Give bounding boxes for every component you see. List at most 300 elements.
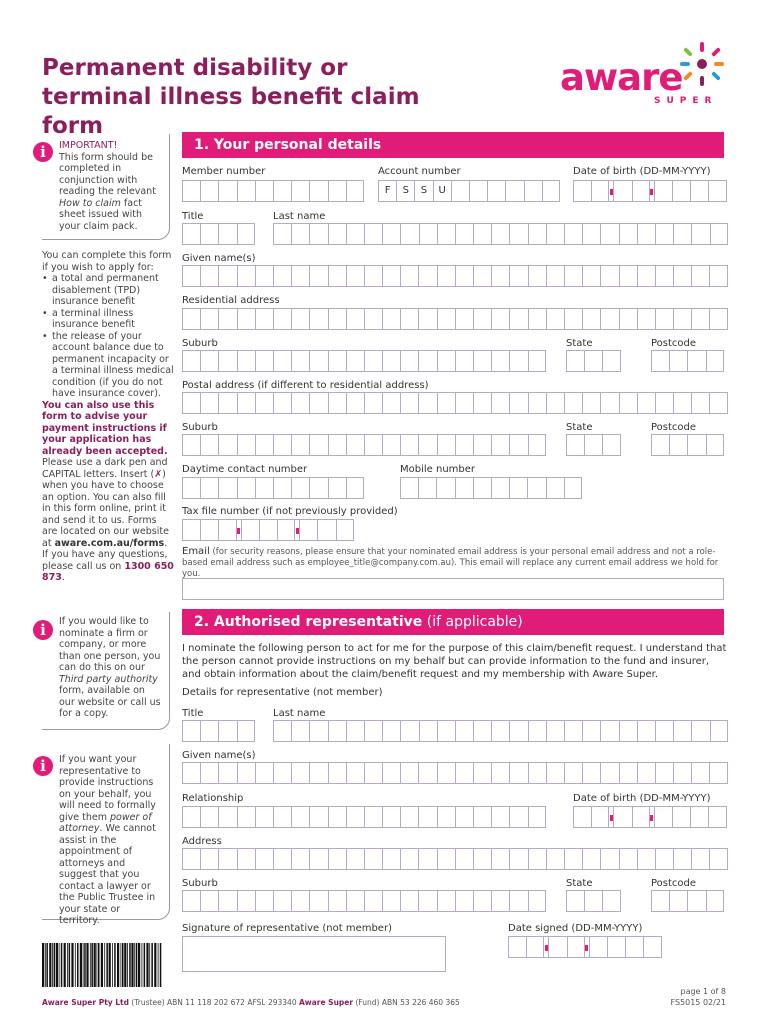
input-cell[interactable] bbox=[200, 890, 218, 912]
input-cell[interactable] bbox=[687, 890, 705, 912]
dob-input[interactable] bbox=[573, 180, 727, 202]
input-cell[interactable] bbox=[328, 350, 346, 372]
input-cell[interactable] bbox=[473, 806, 491, 828]
input-cell[interactable] bbox=[273, 265, 291, 287]
input-cell[interactable] bbox=[382, 350, 400, 372]
input-cell[interactable] bbox=[437, 848, 455, 870]
input-cell[interactable] bbox=[273, 392, 291, 414]
input-cell[interactable] bbox=[237, 180, 255, 202]
input-cell[interactable] bbox=[346, 762, 364, 784]
input-cell[interactable] bbox=[491, 890, 509, 912]
input-cell[interactable] bbox=[509, 762, 527, 784]
input-cell[interactable] bbox=[364, 350, 382, 372]
input-cell[interactable] bbox=[613, 180, 631, 202]
suburb-input[interactable] bbox=[182, 350, 546, 372]
input-cell[interactable] bbox=[455, 806, 473, 828]
input-cell[interactable] bbox=[291, 762, 309, 784]
input-cell[interactable] bbox=[687, 350, 705, 372]
input-cell[interactable] bbox=[637, 848, 655, 870]
input-cell[interactable] bbox=[364, 434, 382, 456]
input-cell[interactable] bbox=[346, 180, 364, 202]
input-cell[interactable] bbox=[491, 806, 509, 828]
input-cell[interactable] bbox=[546, 762, 564, 784]
input-cell[interactable] bbox=[237, 720, 255, 742]
input-cell[interactable] bbox=[346, 308, 364, 330]
input-cell[interactable] bbox=[255, 308, 273, 330]
input-cell[interactable] bbox=[455, 762, 473, 784]
postal-suburb-input[interactable] bbox=[182, 434, 546, 456]
input-cell[interactable] bbox=[619, 392, 637, 414]
input-cell[interactable] bbox=[255, 434, 273, 456]
input-cell[interactable] bbox=[669, 890, 687, 912]
input-cell[interactable] bbox=[182, 434, 200, 456]
input-cell[interactable] bbox=[632, 180, 650, 202]
input-cell[interactable] bbox=[709, 762, 727, 784]
email-input[interactable] bbox=[182, 578, 724, 600]
input-cell[interactable] bbox=[509, 265, 527, 287]
input-cell[interactable] bbox=[619, 720, 637, 742]
input-cell[interactable] bbox=[582, 392, 600, 414]
input-cell[interactable] bbox=[613, 806, 631, 828]
input-cell[interactable] bbox=[573, 180, 591, 202]
input-cell[interactable] bbox=[455, 350, 473, 372]
input-cell[interactable] bbox=[706, 350, 724, 372]
input-cell[interactable] bbox=[200, 308, 218, 330]
input-cell[interactable] bbox=[291, 265, 309, 287]
input-cell[interactable] bbox=[273, 477, 291, 499]
input-cell[interactable] bbox=[317, 519, 335, 541]
input-cell[interactable] bbox=[706, 434, 724, 456]
input-cell[interactable] bbox=[291, 848, 309, 870]
input-cell[interactable] bbox=[509, 890, 527, 912]
input-cell[interactable] bbox=[218, 434, 236, 456]
input-cell[interactable] bbox=[309, 350, 327, 372]
input-cell[interactable] bbox=[218, 477, 236, 499]
input-cell[interactable] bbox=[364, 392, 382, 414]
input-cell[interactable] bbox=[328, 477, 346, 499]
input-cell[interactable] bbox=[328, 180, 346, 202]
input-cell[interactable] bbox=[309, 477, 327, 499]
input-cell[interactable] bbox=[655, 223, 673, 245]
input-cell[interactable] bbox=[346, 477, 364, 499]
input-cell[interactable] bbox=[637, 223, 655, 245]
input-cell[interactable] bbox=[291, 392, 309, 414]
input-cell[interactable] bbox=[364, 223, 382, 245]
postal-state-input[interactable] bbox=[566, 434, 621, 456]
input-cell[interactable] bbox=[528, 762, 546, 784]
input-cell[interactable] bbox=[237, 890, 255, 912]
input-cell[interactable] bbox=[455, 477, 473, 499]
rep-postcode-input[interactable] bbox=[651, 890, 724, 912]
input-cell[interactable] bbox=[573, 806, 591, 828]
input-cell[interactable] bbox=[237, 308, 255, 330]
input-cell[interactable]: F bbox=[378, 180, 396, 202]
input-cell[interactable] bbox=[273, 434, 291, 456]
input-cell[interactable] bbox=[655, 308, 673, 330]
input-cell[interactable] bbox=[564, 762, 582, 784]
input-cell[interactable] bbox=[346, 223, 364, 245]
member-number-input[interactable] bbox=[182, 180, 364, 202]
input-cell[interactable] bbox=[273, 223, 291, 245]
input-cell[interactable] bbox=[708, 806, 726, 828]
input-cell[interactable] bbox=[619, 308, 637, 330]
input-cell[interactable] bbox=[255, 848, 273, 870]
input-cell[interactable] bbox=[548, 936, 566, 958]
state-input[interactable] bbox=[566, 350, 621, 372]
input-cell[interactable] bbox=[418, 392, 436, 414]
input-cell[interactable] bbox=[291, 223, 309, 245]
input-cell[interactable] bbox=[437, 265, 455, 287]
input-cell[interactable] bbox=[291, 350, 309, 372]
input-cell[interactable] bbox=[237, 265, 255, 287]
input-cell[interactable] bbox=[346, 434, 364, 456]
input-cell[interactable] bbox=[237, 434, 255, 456]
input-cell[interactable] bbox=[455, 223, 473, 245]
input-cell[interactable] bbox=[473, 350, 491, 372]
input-cell[interactable] bbox=[400, 308, 418, 330]
input-cell[interactable] bbox=[455, 890, 473, 912]
input-cell[interactable] bbox=[564, 265, 582, 287]
input-cell[interactable] bbox=[582, 308, 600, 330]
input-cell[interactable] bbox=[255, 265, 273, 287]
input-cell[interactable] bbox=[382, 392, 400, 414]
input-cell[interactable] bbox=[336, 519, 354, 541]
input-cell[interactable] bbox=[237, 848, 255, 870]
input-cell[interactable] bbox=[437, 223, 455, 245]
input-cell[interactable] bbox=[637, 762, 655, 784]
input-cell[interactable] bbox=[200, 806, 218, 828]
input-cell[interactable] bbox=[564, 720, 582, 742]
input-cell[interactable] bbox=[382, 265, 400, 287]
input-cell[interactable] bbox=[309, 762, 327, 784]
input-cell[interactable] bbox=[673, 720, 691, 742]
input-cell[interactable] bbox=[328, 890, 346, 912]
input-cell[interactable] bbox=[491, 350, 509, 372]
input-cell[interactable] bbox=[400, 890, 418, 912]
input-cell[interactable] bbox=[564, 308, 582, 330]
postal-address-input[interactable] bbox=[182, 392, 728, 414]
mobile-number-input[interactable] bbox=[400, 477, 582, 499]
input-cell[interactable] bbox=[473, 477, 491, 499]
input-cell[interactable] bbox=[651, 890, 669, 912]
input-cell[interactable] bbox=[632, 806, 650, 828]
input-cell[interactable] bbox=[655, 265, 673, 287]
input-cell[interactable] bbox=[255, 350, 273, 372]
input-cell[interactable] bbox=[436, 477, 454, 499]
input-cell[interactable] bbox=[218, 392, 236, 414]
input-cell[interactable] bbox=[309, 392, 327, 414]
input-cell[interactable] bbox=[473, 434, 491, 456]
input-cell[interactable] bbox=[473, 265, 491, 287]
input-cell[interactable] bbox=[473, 890, 491, 912]
input-cell[interactable] bbox=[673, 762, 691, 784]
input-cell[interactable] bbox=[651, 350, 669, 372]
input-cell[interactable] bbox=[382, 720, 400, 742]
input-cell[interactable] bbox=[328, 848, 346, 870]
input-cell[interactable] bbox=[200, 350, 218, 372]
input-cell[interactable] bbox=[218, 806, 236, 828]
input-cell[interactable] bbox=[273, 848, 291, 870]
postcode-input[interactable] bbox=[651, 350, 724, 372]
input-cell[interactable] bbox=[589, 936, 607, 958]
input-cell[interactable] bbox=[364, 265, 382, 287]
input-cell[interactable] bbox=[691, 308, 709, 330]
input-cell[interactable] bbox=[564, 848, 582, 870]
input-cell[interactable] bbox=[364, 308, 382, 330]
input-cell[interactable] bbox=[691, 762, 709, 784]
input-cell[interactable] bbox=[491, 720, 509, 742]
input-cell[interactable] bbox=[255, 392, 273, 414]
input-cell[interactable] bbox=[237, 350, 255, 372]
input-cell[interactable] bbox=[437, 762, 455, 784]
input-cell[interactable] bbox=[509, 720, 527, 742]
input-cell[interactable] bbox=[669, 350, 687, 372]
input-cell[interactable] bbox=[328, 392, 346, 414]
input-cell[interactable] bbox=[273, 350, 291, 372]
input-cell[interactable] bbox=[528, 308, 546, 330]
input-cell[interactable] bbox=[182, 806, 200, 828]
input-cell[interactable] bbox=[237, 223, 255, 245]
input-cell[interactable] bbox=[400, 223, 418, 245]
input-cell[interactable] bbox=[400, 434, 418, 456]
input-cell[interactable] bbox=[437, 392, 455, 414]
input-cell[interactable] bbox=[491, 762, 509, 784]
input-cell[interactable] bbox=[309, 434, 327, 456]
input-cell[interactable] bbox=[400, 720, 418, 742]
input-cell[interactable] bbox=[200, 223, 218, 245]
input-cell[interactable] bbox=[418, 477, 436, 499]
input-cell[interactable] bbox=[400, 350, 418, 372]
input-cell[interactable] bbox=[584, 350, 602, 372]
input-cell[interactable] bbox=[241, 519, 259, 541]
input-cell[interactable] bbox=[237, 806, 255, 828]
input-cell[interactable] bbox=[602, 434, 620, 456]
input-cell[interactable] bbox=[218, 350, 236, 372]
input-cell[interactable] bbox=[528, 848, 546, 870]
input-cell[interactable] bbox=[473, 392, 491, 414]
input-cell[interactable] bbox=[328, 720, 346, 742]
input-cell[interactable] bbox=[328, 308, 346, 330]
input-cell[interactable] bbox=[237, 477, 255, 499]
input-cell[interactable] bbox=[382, 434, 400, 456]
input-cell[interactable] bbox=[528, 392, 546, 414]
input-cell[interactable] bbox=[218, 720, 236, 742]
input-cell[interactable] bbox=[637, 308, 655, 330]
input-cell[interactable] bbox=[182, 762, 200, 784]
input-cell[interactable] bbox=[709, 392, 727, 414]
rep-address-input[interactable] bbox=[182, 848, 728, 870]
input-cell[interactable] bbox=[382, 762, 400, 784]
input-cell[interactable] bbox=[600, 308, 618, 330]
rep-given-names-input[interactable] bbox=[182, 762, 728, 784]
residential-address-input[interactable] bbox=[182, 308, 728, 330]
input-cell[interactable] bbox=[509, 806, 527, 828]
input-cell[interactable] bbox=[654, 806, 672, 828]
input-cell[interactable] bbox=[528, 265, 546, 287]
input-cell[interactable] bbox=[346, 890, 364, 912]
input-cell[interactable] bbox=[291, 308, 309, 330]
input-cell[interactable] bbox=[546, 308, 564, 330]
input-cell[interactable] bbox=[709, 848, 727, 870]
input-cell[interactable] bbox=[564, 392, 582, 414]
input-cell[interactable] bbox=[602, 350, 620, 372]
input-cell[interactable] bbox=[259, 519, 277, 541]
input-cell[interactable] bbox=[182, 223, 200, 245]
input-cell[interactable] bbox=[619, 848, 637, 870]
input-cell[interactable] bbox=[309, 848, 327, 870]
input-cell[interactable] bbox=[509, 350, 527, 372]
input-cell[interactable] bbox=[200, 519, 218, 541]
input-cell[interactable] bbox=[487, 180, 505, 202]
input-cell[interactable] bbox=[528, 223, 546, 245]
input-cell[interactable] bbox=[491, 223, 509, 245]
input-cell[interactable] bbox=[218, 519, 236, 541]
input-cell[interactable] bbox=[418, 434, 436, 456]
date-signed-input[interactable] bbox=[508, 936, 662, 958]
input-cell[interactable] bbox=[328, 265, 346, 287]
input-cell[interactable] bbox=[546, 392, 564, 414]
rep-last-name-input[interactable] bbox=[273, 720, 728, 742]
input-cell[interactable] bbox=[309, 806, 327, 828]
input-cell[interactable] bbox=[708, 180, 726, 202]
input-cell[interactable] bbox=[566, 890, 584, 912]
input-cell[interactable] bbox=[200, 265, 218, 287]
input-cell[interactable] bbox=[473, 848, 491, 870]
input-cell[interactable] bbox=[566, 350, 584, 372]
tfn-input[interactable] bbox=[182, 519, 354, 541]
input-cell[interactable] bbox=[346, 350, 364, 372]
input-cell[interactable] bbox=[584, 890, 602, 912]
input-cell[interactable] bbox=[564, 477, 582, 499]
input-cell[interactable] bbox=[182, 308, 200, 330]
input-cell[interactable] bbox=[542, 180, 560, 202]
input-cell[interactable] bbox=[437, 806, 455, 828]
input-cell[interactable] bbox=[437, 308, 455, 330]
input-cell[interactable] bbox=[473, 308, 491, 330]
input-cell[interactable] bbox=[291, 720, 309, 742]
input-cell[interactable] bbox=[602, 890, 620, 912]
input-cell[interactable] bbox=[709, 265, 727, 287]
input-cell[interactable] bbox=[655, 848, 673, 870]
input-cell[interactable] bbox=[509, 392, 527, 414]
input-cell[interactable] bbox=[455, 434, 473, 456]
input-cell[interactable] bbox=[273, 308, 291, 330]
input-cell[interactable] bbox=[200, 477, 218, 499]
input-cell[interactable] bbox=[625, 936, 643, 958]
input-cell[interactable] bbox=[255, 180, 273, 202]
input-cell[interactable] bbox=[382, 806, 400, 828]
rep-title-input[interactable] bbox=[182, 720, 255, 742]
input-cell[interactable] bbox=[473, 223, 491, 245]
input-cell[interactable] bbox=[655, 720, 673, 742]
input-cell[interactable] bbox=[346, 392, 364, 414]
input-cell[interactable] bbox=[491, 392, 509, 414]
input-cell[interactable] bbox=[527, 477, 545, 499]
input-cell[interactable] bbox=[567, 936, 585, 958]
input-cell[interactable] bbox=[673, 392, 691, 414]
input-cell[interactable] bbox=[346, 806, 364, 828]
input-cell[interactable] bbox=[582, 762, 600, 784]
last-name-input[interactable] bbox=[273, 223, 728, 245]
input-cell[interactable] bbox=[200, 720, 218, 742]
input-cell[interactable] bbox=[273, 762, 291, 784]
input-cell[interactable] bbox=[182, 180, 200, 202]
input-cell[interactable] bbox=[309, 223, 327, 245]
input-cell[interactable] bbox=[418, 265, 436, 287]
input-cell[interactable] bbox=[346, 265, 364, 287]
input-cell[interactable] bbox=[437, 350, 455, 372]
input-cell[interactable] bbox=[418, 350, 436, 372]
rep-state-input[interactable] bbox=[566, 890, 621, 912]
input-cell[interactable] bbox=[400, 392, 418, 414]
input-cell[interactable] bbox=[473, 762, 491, 784]
input-cell[interactable] bbox=[546, 477, 564, 499]
input-cell[interactable] bbox=[687, 434, 705, 456]
input-cell[interactable] bbox=[509, 223, 527, 245]
input-cell[interactable] bbox=[309, 890, 327, 912]
input-cell[interactable] bbox=[528, 350, 546, 372]
input-cell[interactable] bbox=[182, 519, 200, 541]
input-cell[interactable] bbox=[364, 890, 382, 912]
input-cell[interactable] bbox=[218, 223, 236, 245]
input-cell[interactable] bbox=[200, 392, 218, 414]
input-cell[interactable] bbox=[182, 720, 200, 742]
input-cell[interactable] bbox=[182, 350, 200, 372]
input-cell[interactable] bbox=[299, 519, 317, 541]
input-cell[interactable] bbox=[508, 936, 526, 958]
input-cell[interactable] bbox=[364, 720, 382, 742]
input-cell[interactable] bbox=[382, 848, 400, 870]
input-cell[interactable] bbox=[455, 848, 473, 870]
input-cell[interactable] bbox=[309, 265, 327, 287]
input-cell[interactable] bbox=[566, 434, 584, 456]
input-cell[interactable] bbox=[364, 848, 382, 870]
input-cell[interactable] bbox=[291, 806, 309, 828]
input-cell[interactable] bbox=[419, 720, 437, 742]
input-cell[interactable] bbox=[200, 434, 218, 456]
input-cell[interactable] bbox=[218, 265, 236, 287]
rep-suburb-input[interactable] bbox=[182, 890, 546, 912]
input-cell[interactable] bbox=[691, 265, 709, 287]
input-cell[interactable] bbox=[600, 848, 618, 870]
input-cell[interactable] bbox=[200, 180, 218, 202]
input-cell[interactable] bbox=[364, 806, 382, 828]
input-cell[interactable] bbox=[691, 223, 709, 245]
input-cell[interactable] bbox=[600, 762, 618, 784]
input-cell[interactable] bbox=[400, 806, 418, 828]
input-cell[interactable] bbox=[691, 720, 709, 742]
input-cell[interactable] bbox=[273, 180, 291, 202]
daytime-contact-input[interactable] bbox=[182, 477, 364, 499]
input-cell[interactable] bbox=[437, 720, 455, 742]
input-cell[interactable] bbox=[277, 519, 295, 541]
signature-box[interactable] bbox=[182, 936, 446, 972]
website-link[interactable]: aware.com.au/forms bbox=[54, 537, 165, 549]
input-cell[interactable] bbox=[619, 223, 637, 245]
input-cell[interactable] bbox=[255, 806, 273, 828]
input-cell[interactable] bbox=[291, 180, 309, 202]
input-cell[interactable] bbox=[218, 848, 236, 870]
input-cell[interactable] bbox=[669, 434, 687, 456]
input-cell[interactable] bbox=[182, 265, 200, 287]
input-cell[interactable] bbox=[710, 720, 728, 742]
input-cell[interactable] bbox=[437, 890, 455, 912]
input-cell[interactable] bbox=[455, 720, 473, 742]
input-cell[interactable] bbox=[528, 720, 546, 742]
input-cell[interactable] bbox=[526, 936, 544, 958]
input-cell[interactable] bbox=[400, 477, 418, 499]
input-cell[interactable] bbox=[619, 265, 637, 287]
